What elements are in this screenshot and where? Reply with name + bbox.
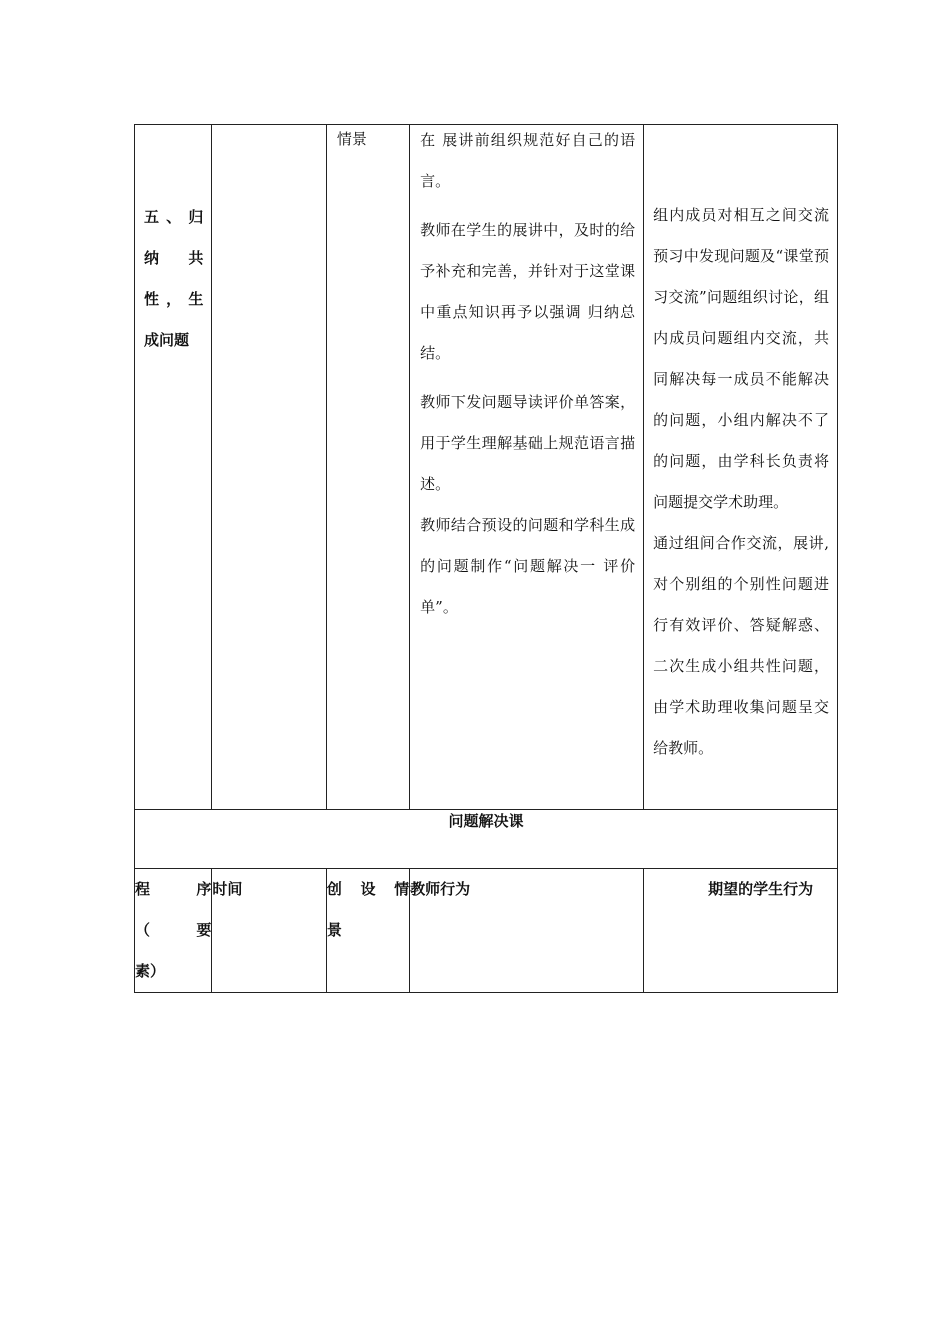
header-student-cell	[644, 869, 838, 993]
section-title: 问题解决课	[448, 812, 524, 830]
teacher-behavior-text	[410, 120, 643, 628]
header-procedure-line: 程 序	[135, 880, 212, 898]
teacher-behavior-cell	[410, 125, 644, 810]
scene-cell	[326, 125, 409, 810]
scene-text: 情景	[336, 130, 367, 148]
step-five-row	[135, 125, 838, 810]
header-procedure-line: 素）	[135, 962, 166, 980]
section-title-row	[135, 810, 838, 869]
header-scene-cell	[326, 869, 409, 993]
header-scene-line: 创设情	[326, 880, 410, 898]
header-time-cell	[212, 869, 326, 993]
step-name-line: 性，生	[144, 290, 204, 308]
header-teacher-cell	[410, 869, 644, 993]
student-paragraph: 组内成员对相互之间交流预习中发现问题及“课堂预习交流”问题组织讨论，组内成员问题组内交流，共同解决每一成员不能解决的问题，小组内解决不了的问题，由学科长负责将问题提交学术助理。	[653, 206, 829, 511]
step-name-cell	[135, 125, 212, 810]
teacher-paragraph: 在 展讲前组织规范好自己的语言。	[420, 131, 636, 190]
header-student-behavior: 期望的学生行为	[708, 880, 814, 898]
section-title-cell	[135, 810, 838, 869]
step-name-line: 成问题	[144, 331, 190, 349]
teacher-paragraph: 教师下发问题导读评价单答案，用于学生理解基础上规范语言描述。	[420, 393, 636, 493]
student-behavior-cell	[644, 125, 838, 810]
student-behavior-text	[644, 125, 837, 769]
student-paragraph: 通过组间合作交流，展讲,对个别组的个别性问题进行有效评价、答疑解惑、二次生成小组共性问题，由学术助理收集问题呈交给教师。	[653, 534, 829, 757]
step-name-line: 纳 共	[144, 249, 204, 267]
header-procedure-cell	[135, 869, 212, 993]
step-name	[135, 125, 211, 361]
time-cell	[212, 125, 326, 810]
teacher-paragraph: 教师在学生的展讲中，及时的给予补充和完善，并针对于这堂课中重点知识再予以强调 归纳总结。	[420, 221, 636, 362]
header-teacher-behavior: 教师行为	[410, 880, 471, 898]
header-row	[135, 869, 838, 993]
lesson-plan-table	[134, 124, 838, 993]
header-time: 时间	[212, 880, 243, 898]
header-scene-line: 景	[326, 921, 342, 939]
header-procedure	[135, 869, 211, 992]
header-procedure-line: （ 要	[135, 921, 212, 939]
step-name-line: 五、归	[144, 208, 204, 226]
header-scene	[327, 869, 409, 951]
teacher-paragraph: 教师结合预设的问题和学科生成的问题制作“问题解决一 评价单”。	[420, 516, 636, 616]
